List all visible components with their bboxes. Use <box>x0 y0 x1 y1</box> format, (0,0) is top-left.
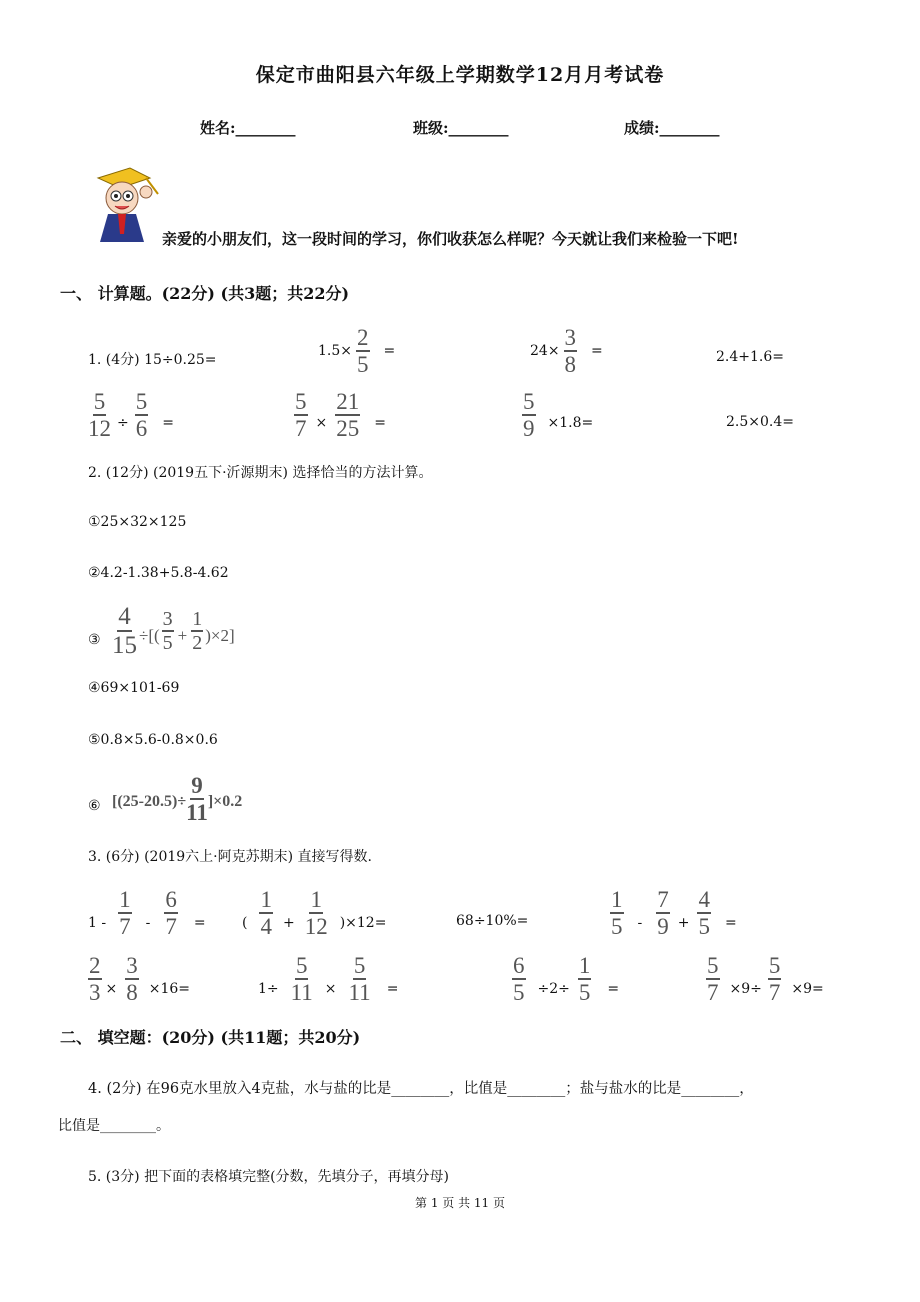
name-field[interactable]: 姓名:________ <box>200 119 296 137</box>
q1-expr-3-prefix: 24× <box>530 343 560 359</box>
q3-expr-1 <box>88 888 206 938</box>
fraction-5-11: $\frac{5}{11}$ <box>348 953 371 1005</box>
q2-item-1: ①25×32×125 <box>88 514 187 530</box>
fraction-1-4: $\frac{1}{4}$ <box>260 887 272 939</box>
q1-expr-2-prefix: 1.5× <box>318 343 352 359</box>
q3-expr-1-pre: 1 - <box>88 915 107 931</box>
fraction-5-7: $\frac{5}{7}$ <box>768 953 781 1005</box>
q2-item-3-op: ÷[( <box>139 626 160 645</box>
q1-expr-2-eq: = <box>383 343 396 359</box>
eq-sign: = <box>374 415 386 431</box>
mascot-image <box>88 164 168 244</box>
eq-sign: = <box>162 415 174 431</box>
q2-item-4: ④69×101-69 <box>88 680 180 696</box>
q2-item-6-post: ]×0.2 <box>207 793 243 810</box>
q1-expr-3-eq: = <box>591 343 603 359</box>
fraction-5-9: $\frac{5}{9}$ <box>523 389 535 441</box>
eq-sign: = <box>724 915 737 931</box>
plus-sign: + <box>282 915 295 931</box>
fraction-3-8: $\frac{3}{8}$ <box>126 953 138 1005</box>
q2-item-2: ②4.2-1.38+5.8-4.62 <box>88 565 229 581</box>
fraction-1-5: $\frac{1}{5}$ <box>611 887 623 939</box>
q4-line-1: 4. (2分) 在96克水里放入4克盐，水与盐的比是________，比值是________；盐与盐水的比是________， <box>88 1081 754 1097</box>
minus-sign: - <box>145 915 151 931</box>
q3-expr-8 <box>706 954 824 1004</box>
div-sign: ÷ <box>117 415 129 431</box>
q3-expr-6 <box>258 954 398 1004</box>
q1-expr-2 <box>318 326 395 376</box>
fraction-3-8: $\frac{3}{8}$ <box>564 325 577 377</box>
fraction-3-5: $\frac{3}{5}$ <box>162 608 173 654</box>
page-footer: 第 1 页 共 11 页 <box>415 1196 505 1210</box>
fraction-5-6: $\frac{5}{6}$ <box>135 389 148 441</box>
times-sign: × <box>315 415 328 431</box>
q3-expr-6-pre: 1÷ <box>258 981 279 997</box>
page-title: 保定市曲阳县六年级上学期数学12月月考试卷 <box>255 64 665 86</box>
times-sign: × <box>324 981 337 997</box>
q3-expr-5 <box>88 954 190 1004</box>
fraction-1-5: $\frac{1}{5}$ <box>578 953 591 1005</box>
q1-expr-7 <box>522 390 593 440</box>
fraction-1-2: $\frac{1}{2}$ <box>192 608 203 654</box>
paren-open: ( <box>242 915 248 931</box>
fraction-5-7: $\frac{5}{7}$ <box>295 389 307 441</box>
fraction-1-12: $\frac{1}{12}$ <box>304 887 328 939</box>
class-field[interactable]: 班级:________ <box>413 119 509 137</box>
q1-expr-4: 2.4+1.6= <box>716 349 784 365</box>
q3-expr-8-post: ×9= <box>791 981 824 997</box>
q3-expr-3: 68÷10%= <box>456 913 529 929</box>
q2-item-6-marker: ⑥ <box>88 798 101 814</box>
plus-sign: + <box>177 626 188 645</box>
q1-expr-7-suffix: ×1.8= <box>547 415 594 431</box>
eq-sign: = <box>607 981 620 997</box>
greeting-text: 亲爱的小朋友们，这一段时间的学习，你们收获怎么样呢？今天就让我们来检验一下吧! <box>162 230 739 248</box>
fraction-9-11: $\frac{9}{11}$ <box>186 773 208 825</box>
fraction-4-5: $\frac{4}{5}$ <box>698 887 710 939</box>
section-1-heading: 一、 计算题。(22分) (共3题；共22分) <box>60 284 350 303</box>
q5-label: 5. (3分) 把下面的表格填完整(分数，先填分子，再填分母) <box>88 1169 450 1185</box>
q3-expr-8-op: ×9÷ <box>729 981 762 997</box>
q3-expr-5-post: ×16= <box>148 981 191 997</box>
q1-expr-6 <box>294 390 386 440</box>
fraction-5-11: $\frac{5}{11}$ <box>290 953 313 1005</box>
eq-sign: = <box>193 915 206 931</box>
fraction-6-7: $\frac{6}{7}$ <box>165 887 177 939</box>
q3-expr-2-post: )×12= <box>339 915 387 931</box>
score-field[interactable]: 成绩:________ <box>624 119 720 137</box>
fraction-4-15: $\frac{4}{15}$ <box>112 603 137 659</box>
q3-expr-7 <box>512 954 619 1004</box>
times-sign: × <box>105 981 118 997</box>
q4-line-2: 比值是________。 <box>58 1118 170 1134</box>
q1-expr-8: 2.5×0.4= <box>726 414 794 430</box>
q1-expr-5 <box>88 390 174 440</box>
q3-expr-7-op: ÷2÷ <box>537 981 570 997</box>
q3-expr-2 <box>242 888 386 938</box>
q2-item-5: ⑤0.8×5.6-0.8×0.6 <box>88 732 218 748</box>
q2-item-3-marker: ③ <box>88 632 101 648</box>
q1-expr-3 <box>530 326 603 376</box>
fraction-7-9: $\frac{7}{9}$ <box>657 887 669 939</box>
q2-item-6-pre: [(25-20.5)÷ <box>112 793 187 810</box>
fraction-6-5: $\frac{6}{5}$ <box>513 953 525 1005</box>
q2-item-6-expr <box>112 774 242 824</box>
minus-sign: - <box>637 915 643 931</box>
section-2-heading: 二、 填空题：(20分) (共11题；共20分) <box>60 1028 361 1047</box>
plus-sign: + <box>677 915 690 931</box>
fraction-5-7: $\frac{5}{7}$ <box>707 953 719 1005</box>
q2-label: 2. (12分) (2019五下·沂源期末) 选择恰当的方法计算。 <box>88 465 433 481</box>
fraction-21-25: $\frac{21}{25}$ <box>336 389 360 441</box>
q3-expr-4 <box>610 888 737 938</box>
fraction-2-5: $\frac{2}{5}$ <box>357 325 369 377</box>
fraction-5-12: $\frac{5}{12}$ <box>88 389 111 441</box>
q2-item-3-expr <box>112 604 235 658</box>
q1-label: 1. (4分) 15÷0.25= <box>88 352 217 368</box>
q2-item-3-end: )×2] <box>205 626 235 645</box>
fraction-1-7: $\frac{1}{7}$ <box>119 887 131 939</box>
fraction-2-3: $\frac{2}{3}$ <box>89 953 101 1005</box>
q3-label: 3. (6分) (2019六上·阿克苏期末) 直接写得数. <box>88 849 372 865</box>
eq-sign: = <box>386 981 399 997</box>
